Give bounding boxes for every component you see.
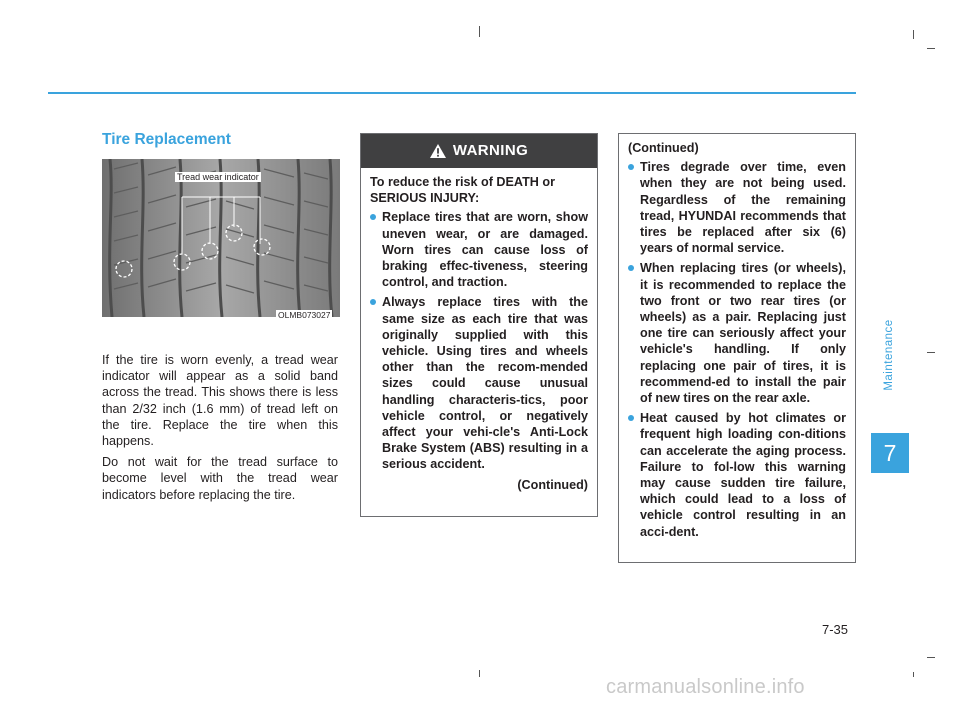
- warning-title: WARNING: [452, 141, 529, 159]
- crop-mark: [927, 352, 935, 353]
- bullet-icon: [628, 415, 634, 421]
- warning-triangle-icon: [430, 144, 446, 158]
- list-item-text: Heat caused by hot climates or frequent high loading con-ditions can accelerate the aging process. Failure to fol-low this warning may cause sudden tire failure, which could lead to a loss of vehicle control resulting in an acci-dent.: [640, 411, 846, 539]
- list-item: [628, 410, 846, 540]
- list-item-text: Tires degrade over time, even when they are not being used. Regardless of the remaining tread, HYUNDAI recommends that tires be replaced after six (6) years of normal service.: [640, 160, 846, 256]
- bullet-icon: [370, 214, 376, 220]
- warning-box: [360, 133, 598, 517]
- figure-label: Tread wear indicator: [177, 172, 259, 182]
- warning-header: [361, 134, 597, 168]
- tire-tread-illustration: [102, 159, 340, 317]
- crop-mark: [927, 48, 935, 49]
- crop-mark: [913, 672, 914, 677]
- list-item-text: Replace tires that are worn, show uneven wear, or are damaged. Worn tires can cause loss of braking effec-tiveness, steering control, and traction.: [382, 210, 588, 290]
- list-item: [628, 159, 846, 256]
- crop-mark: [927, 657, 935, 658]
- list-item-text: When replacing tires (or wheels), it is recommended to replace the two front or two rear tires (or wheels) as a pair. Replacing just one tire can seriously affect your vehicle's handling. If only replacing one pair of tires, it is recommend-ed to install the pair of new tires on the rear axle.: [640, 261, 846, 406]
- paragraph: If the tire is worn evenly, a tread wear indicator will appear as a solid band across the tread. This shows there is less than 2/32 inch (1.6 mm) of tread left on the tire. Replace the tire when this happens.: [102, 353, 338, 449]
- header-rule: [48, 92, 856, 94]
- warning-lead: To reduce the risk of DEATH or SERIOUS INJURY:: [370, 175, 555, 206]
- continued-label: (Continued): [517, 477, 588, 492]
- section-side-label: [882, 300, 896, 410]
- crop-mark: [479, 670, 480, 677]
- crop-mark: [479, 26, 480, 37]
- watermark: carmanualsonline.info: [606, 676, 805, 698]
- list-item: [370, 294, 588, 472]
- bullet-icon: [628, 265, 634, 271]
- list-item-text: Always replace tires with the same size as each tire that was originally supplied with this vehicle. Using tires and wheels other than the recom-mended sizes could cause unusual handling characteris-tics, poor vehicle control, or negatively affect your vehi-cle's Anti-Lock Brake System (ABS) resulting in a serious accident.: [382, 295, 588, 472]
- page-number: 7-35: [822, 622, 849, 637]
- body-text: [102, 352, 338, 508]
- list-item: [370, 209, 588, 290]
- continued-lead: (Continued): [628, 141, 699, 155]
- section-title: Tire Replacement: [102, 131, 231, 148]
- list-item: [628, 260, 846, 406]
- paragraph: Do not wait for the tread surface to become level with the tread wear indicators before replacing the tire.: [102, 455, 338, 502]
- figure-code: OLMB073027: [278, 310, 331, 320]
- bullet-icon: [370, 299, 376, 305]
- bullet-icon: [628, 164, 634, 170]
- section-name: Maintenance: [883, 319, 895, 391]
- continued-warning-box: [618, 133, 856, 563]
- chapter-tab: 7: [871, 433, 909, 473]
- crop-mark: [913, 30, 914, 39]
